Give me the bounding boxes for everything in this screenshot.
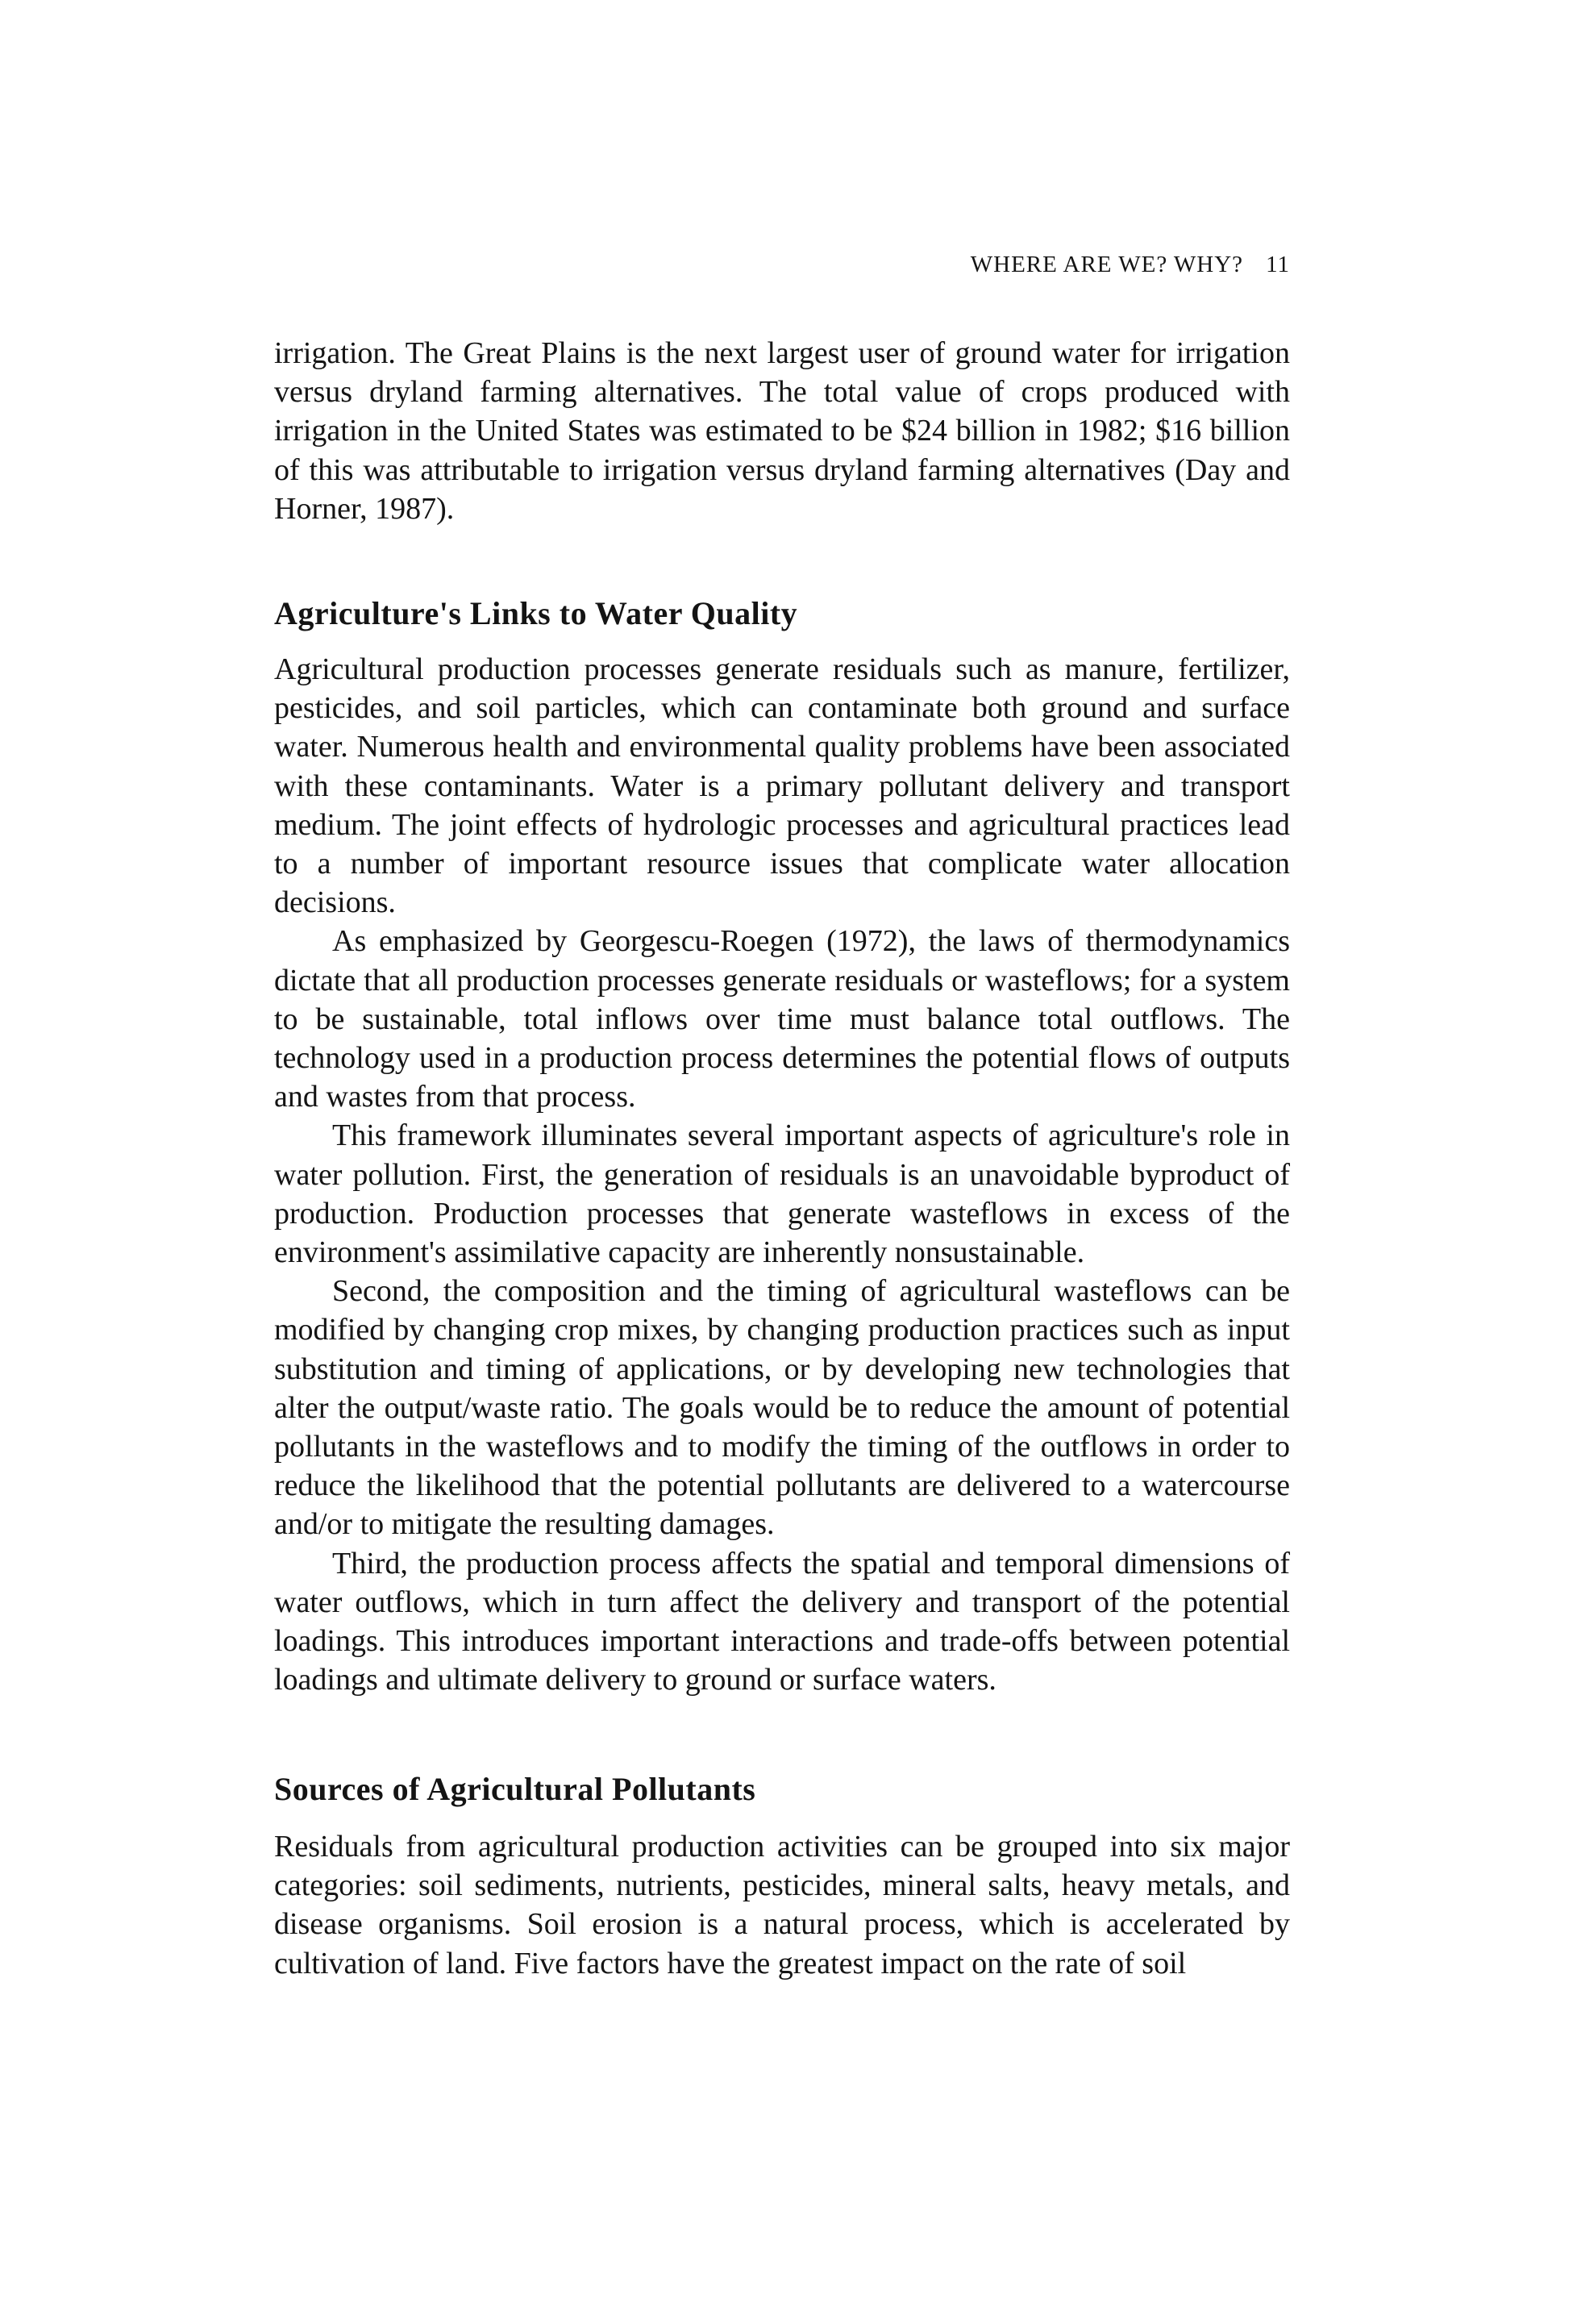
page-number: 11 [1266, 252, 1290, 277]
paragraph: Residuals from agricultural production activities can be grouped into six major categories: soil sediments, nutrients, pesticides, mineral salts, heavy metals, and disease organisms. Soil erosion is a natural process, which is accelerated by cultivation of land. Five factors have the greatest impact on the rate of soil [274, 1830, 1290, 1980]
section-heading-sources: Sources of Agricultural Pollutants [274, 1771, 756, 1807]
paragraph: Third, the production process affects the spatial and temporal dimensions of water outflows, which in turn affect the delivery and transport of the potential loadings. This introduces important interactions and trade-offs between potential loadings and ultimate delivery to ground or surface waters. [274, 1546, 1290, 1697]
opening-paragraph: irrigation. The Great Plains is the next largest user of ground water for irrigation versus dryland farming alternatives. The total value of crops produced with irrigation in the United States was estimated to be $24 billion in 1982; $16 billion of this was attributable to irrigation versus dryland farming alternatives (Day and Horner, 1987). [274, 336, 1290, 526]
paragraph: Second, the composition and the timing of agricultural wasteflows can be modified by changing crop mixes, by changing production practices such as input substitution and timing of applications, or by developing new technologies that alter the output/waste ratio. The goals would be to reduce the amount of potential pollutants in the wasteflows and to modify the timing of the outflows in order to reduce the likelihood that the potential pollutants are delivered to a watercourse and/or to mitigate the resulting damages. [274, 1274, 1290, 1542]
section-heading-water-quality: Agriculture's Links to Water Quality [274, 595, 798, 631]
paragraph: Agricultural production processes generate residuals such as manure, fertilizer, pesticides, and soil particles, which can contaminate both ground and surface water. Numerous health and environmental quality problems have been associated with these contaminants. Water is a primary pollutant delivery and transport medium. The joint effects of hydrologic processes and agricultural practices lead to a number of important resource issues that complicate water allocation decisions. [274, 652, 1290, 920]
running-head [971, 252, 1290, 278]
running-head-title: WHERE ARE WE? WHY? [970, 252, 1244, 277]
sources-text-block [274, 1827, 1290, 1983]
paragraph: This framework illuminates several important aspects of agriculture's role in water pollution. First, the generation of residuals is an unavoidable byproduct of production. Production processes that generate wasteflows in excess of the environment's assimilative capacity are inherently nonsustainable. [274, 1118, 1290, 1270]
paragraph: As emphasized by Georgescu-Roegen (1972), the laws of thermodynamics dictate that all production processes generate residuals or wasteflows; for a system to be sustainable, total inflows over time must balance total outflows. The technology used in a production process determines the potential flows of outputs and wastes from that process. [274, 924, 1290, 1114]
book-page [274, 0, 1290, 2324]
opening-text-block [274, 334, 1290, 528]
water-quality-text-block [274, 650, 1290, 1699]
